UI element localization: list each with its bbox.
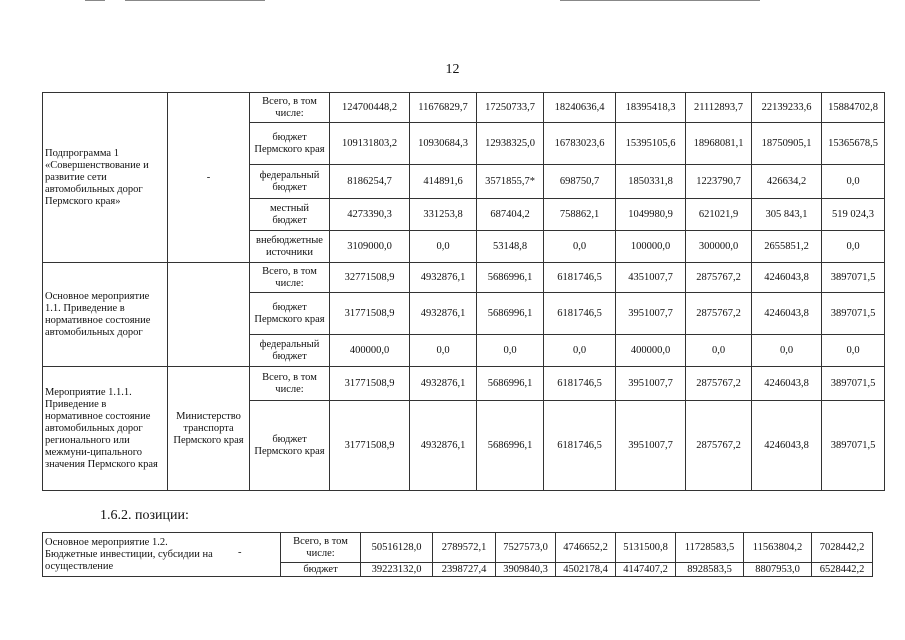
table-row <box>43 93 885 123</box>
funding-source-cell: бюджет Пермского края <box>250 123 330 165</box>
amount-cell: 758862,1 <box>544 199 616 231</box>
funding-source-cell: Всего, в том числе: <box>250 367 330 401</box>
amount-cell: 6528442,2 <box>812 563 873 577</box>
amount-cell: 7028442,2 <box>812 533 873 563</box>
amount-cell: 0,0 <box>410 335 477 367</box>
amount-cell: 18240636,4 <box>544 93 616 123</box>
amount-cell: 400000,0 <box>330 335 410 367</box>
amount-cell: 6181746,5 <box>544 367 616 401</box>
amount-cell: 50516128,0 <box>361 533 433 563</box>
amount-cell: 17250733,7 <box>477 93 544 123</box>
amount-cell: 109131803,2 <box>330 123 410 165</box>
table-row <box>43 367 885 401</box>
amount-cell: 331253,8 <box>410 199 477 231</box>
amount-cell: 4246043,8 <box>752 263 822 293</box>
amount-cell: 6181746,5 <box>544 401 616 491</box>
amount-cell: 1223790,7 <box>686 165 752 199</box>
amount-cell: 4351007,7 <box>616 263 686 293</box>
amount-cell: 11676829,7 <box>410 93 477 123</box>
amount-cell: 15884702,8 <box>822 93 885 123</box>
amount-cell: 519 024,3 <box>822 199 885 231</box>
amount-cell: 0,0 <box>822 165 885 199</box>
amount-cell: 0,0 <box>410 231 477 263</box>
program-name-cell: Подпрограмма 1 «Совершенствование и развитие сети автомобильных дорог Пермского края» <box>43 93 168 263</box>
amount-cell: 1850331,8 <box>616 165 686 199</box>
program-name-cell: Основное мероприятие 1.1. Приведение в нормативное состояние автомобильных дорог <box>43 263 168 367</box>
budget-table <box>42 92 885 491</box>
funding-source-cell: внебюджетные источники <box>250 231 330 263</box>
amount-cell: 4246043,8 <box>752 401 822 491</box>
top-scan-marks <box>0 0 905 3</box>
amount-cell: 18750905,1 <box>752 123 822 165</box>
amount-cell: 3571855,7* <box>477 165 544 199</box>
amount-cell: 2875767,2 <box>686 401 752 491</box>
amount-cell: 6181746,5 <box>544 293 616 335</box>
amount-cell: 0,0 <box>752 335 822 367</box>
amount-cell: 5686996,1 <box>477 263 544 293</box>
funding-source-cell: местный бюджет <box>250 199 330 231</box>
program-name-text: Основное мероприятие 1.2. Бюджетные инвестиции, субсидии на осуществление <box>45 536 213 572</box>
amount-cell: 3897071,5 <box>822 367 885 401</box>
amount-cell: 0,0 <box>477 335 544 367</box>
funding-source-cell: федеральный бюджет <box>250 335 330 367</box>
amount-cell: 124700448,2 <box>330 93 410 123</box>
amount-cell: 53148,8 <box>477 231 544 263</box>
amount-cell: 15395105,6 <box>616 123 686 165</box>
amount-cell: 8807953,0 <box>744 563 812 577</box>
amount-cell: 698750,7 <box>544 165 616 199</box>
amount-cell: 4746652,2 <box>556 533 616 563</box>
program-name-cell: Мероприятие 1.1.1. Приведение в нормативное состояние автомобильных дорог регионального или межмуни-ципального значения Пермского края <box>43 367 168 491</box>
amount-cell: 16783023,6 <box>544 123 616 165</box>
amount-cell: 8186254,7 <box>330 165 410 199</box>
amount-cell: 3951007,7 <box>616 293 686 335</box>
amount-cell: 0,0 <box>822 231 885 263</box>
amount-cell: 5686996,1 <box>477 367 544 401</box>
amount-cell: 5131500,8 <box>616 533 676 563</box>
amount-cell: 3951007,7 <box>616 401 686 491</box>
amount-cell: 21112893,7 <box>686 93 752 123</box>
amount-cell: 18395418,3 <box>616 93 686 123</box>
amount-cell: 6181746,5 <box>544 263 616 293</box>
amount-cell: 4273390,3 <box>330 199 410 231</box>
amount-cell: 4246043,8 <box>752 293 822 335</box>
amount-cell: 0,0 <box>686 335 752 367</box>
amount-cell: 10930684,3 <box>410 123 477 165</box>
page-number: 12 <box>445 62 460 77</box>
funding-source-cell: бюджет <box>281 563 361 577</box>
amount-cell: 2875767,2 <box>686 293 752 335</box>
funding-source-cell: бюджет Пермского края <box>250 293 330 335</box>
executor-cell: Министерство транспорта Пермского края <box>168 367 250 491</box>
amount-cell: 2398727,4 <box>433 563 496 577</box>
amount-cell: 400000,0 <box>616 335 686 367</box>
amount-cell: 11728583,5 <box>676 533 744 563</box>
amount-cell: 3909840,3 <box>496 563 556 577</box>
amount-cell: 2875767,2 <box>686 367 752 401</box>
amount-cell: 32771508,9 <box>330 263 410 293</box>
section-heading: 1.6.2. позиции: <box>100 508 189 523</box>
funding-source-cell: Всего, в том числе: <box>250 93 330 123</box>
amount-cell: 5686996,1 <box>477 293 544 335</box>
program-name-cell <box>43 533 281 577</box>
amount-cell: 31771508,9 <box>330 401 410 491</box>
amount-cell: 414891,6 <box>410 165 477 199</box>
table-row <box>43 263 885 293</box>
amount-cell: 1049980,9 <box>616 199 686 231</box>
amount-cell: 2789572,1 <box>433 533 496 563</box>
amount-cell: 2655851,2 <box>752 231 822 263</box>
funding-source-cell: Всего, в том числе: <box>281 533 361 563</box>
positions-table <box>42 532 873 577</box>
amount-cell: 3951007,7 <box>616 367 686 401</box>
amount-cell: 4932876,1 <box>410 401 477 491</box>
amount-cell: 4502178,4 <box>556 563 616 577</box>
amount-cell: 4246043,8 <box>752 367 822 401</box>
amount-cell: 3897071,5 <box>822 401 885 491</box>
amount-cell: 426634,2 <box>752 165 822 199</box>
amount-cell: 3897071,5 <box>822 293 885 335</box>
amount-cell: 0,0 <box>544 335 616 367</box>
funding-source-cell: бюджет Пермского края <box>250 401 330 491</box>
amount-cell: 305 843,1 <box>752 199 822 231</box>
amount-cell: 3897071,5 <box>822 263 885 293</box>
funding-source-cell: Всего, в том числе: <box>250 263 330 293</box>
amount-cell: 12938325,0 <box>477 123 544 165</box>
amount-cell: 15365678,5 <box>822 123 885 165</box>
amount-cell: 687404,2 <box>477 199 544 231</box>
amount-cell: 7527573,0 <box>496 533 556 563</box>
amount-cell: 4932876,1 <box>410 293 477 335</box>
amount-cell: 11563804,2 <box>744 533 812 563</box>
amount-cell: 31771508,9 <box>330 293 410 335</box>
amount-cell: 3109000,0 <box>330 231 410 263</box>
executor-cell <box>168 263 250 367</box>
amount-cell: 300000,0 <box>686 231 752 263</box>
amount-cell: 5686996,1 <box>477 401 544 491</box>
amount-cell: 31771508,9 <box>330 367 410 401</box>
amount-cell: 0,0 <box>822 335 885 367</box>
amount-cell: 8928583,5 <box>676 563 744 577</box>
amount-cell: 4932876,1 <box>410 263 477 293</box>
amount-cell: 621021,9 <box>686 199 752 231</box>
table-row <box>43 533 873 563</box>
executor-cell: - <box>238 547 242 558</box>
amount-cell: 22139233,6 <box>752 93 822 123</box>
amount-cell: 0,0 <box>544 231 616 263</box>
funding-source-cell: федеральный бюджет <box>250 165 330 199</box>
amount-cell: 18968081,1 <box>686 123 752 165</box>
executor-cell: - <box>168 93 250 263</box>
amount-cell: 100000,0 <box>616 231 686 263</box>
amount-cell: 39223132,0 <box>361 563 433 577</box>
amount-cell: 2875767,2 <box>686 263 752 293</box>
amount-cell: 4932876,1 <box>410 367 477 401</box>
amount-cell: 4147407,2 <box>616 563 676 577</box>
